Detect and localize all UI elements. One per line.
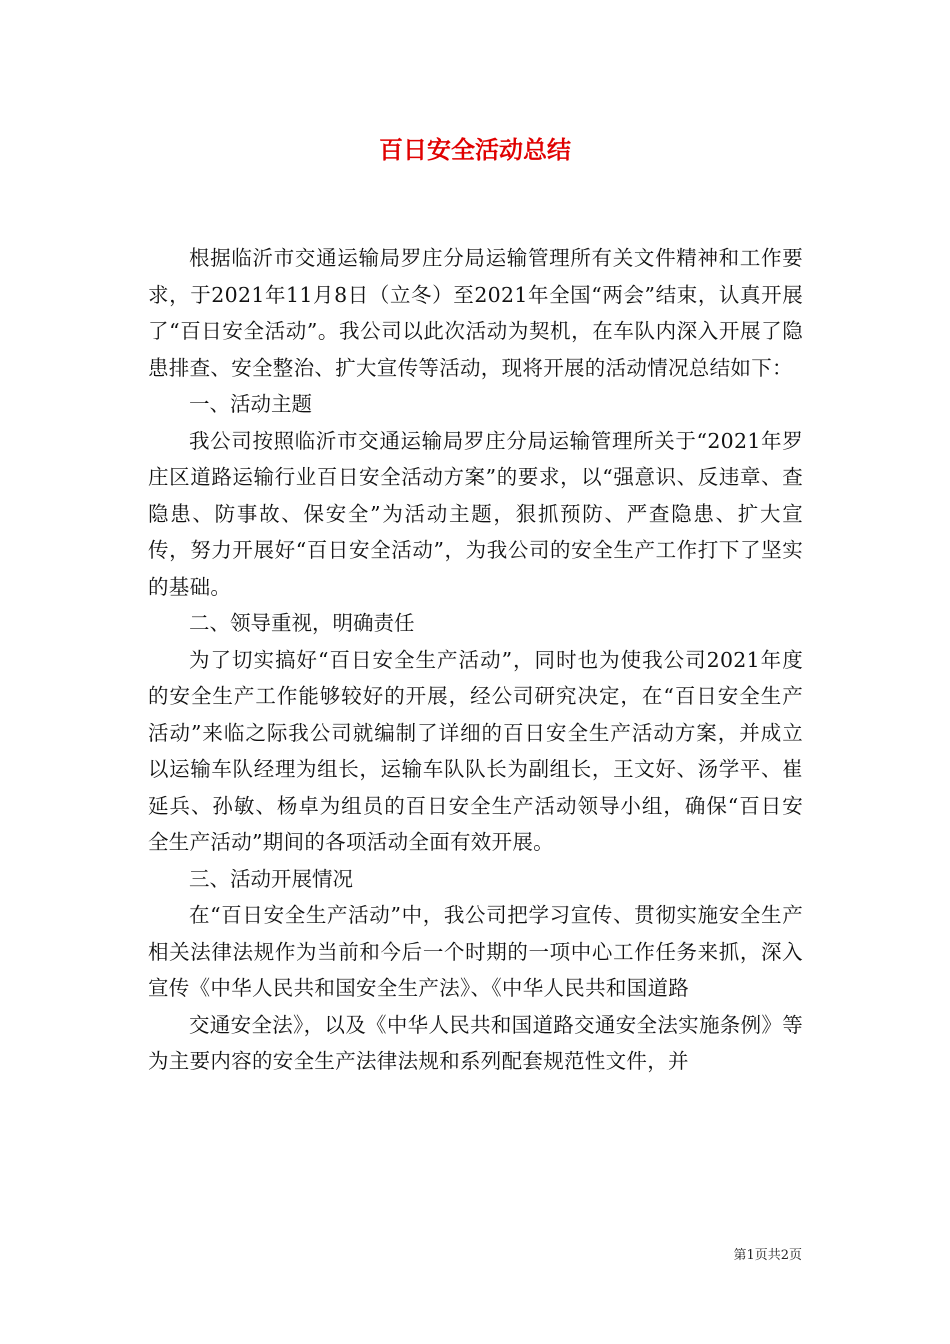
intro-paragraph: 根据临沂市交通运输局罗庄分局运输管理所有关文件精神和工作要求，于2021年11月8日（立冬）至2021年全国“两会”结束，认真开展了“百日安全活动”。我公司以此次活动为契机，在车队内深入开展了隐患排查、安全整治、扩大宣传等活动，现将开展的活动情况总结如下： <box>148 246 803 380</box>
document-title: 百日安全活动总结 <box>379 136 571 164</box>
section-paragraph-2: 为了切实搞好“百日安全生产活动”，同时也为使我公司2021年度的安全生产工作能够较好的开展，经公司研究决定，在“百日安全生产活动”来临之际我公司就编制了详细的百日安全生产活动方案，并成立以运输车队经理为组长，运输车队队长为副组长，王文好、汤学平、崔延兵、孙敏、杨卓为组员的百日安全生产活动领导小组，确保“百日安全生产活动”期间的各项活动全面有效开展。 <box>148 647 803 854</box>
section-heading-1: 一、活动主题 <box>189 392 312 416</box>
page-number-footer: 第1页共2页 <box>733 1248 802 1263</box>
section-paragraph-3: 在“百日安全生产活动”中，我公司把学习宣传、贯彻实施安全生产相关法律法规作为当前和今后一个时期的一项中心工作任务来抓，深入宣传《中华人民共和国安全生产法》、《中华人民共和国道路 <box>148 903 803 1000</box>
section-heading-2: 二、领导重视，明确责任 <box>189 611 415 635</box>
section-heading-3: 三、活动开展情况 <box>189 866 353 891</box>
section-paragraph-1: 我公司按照临沂市交通运输局罗庄分局运输管理所关于“2021年罗庄区道路运输行业百日安全活动方案”的要求，以“强意识、反违章、查隐患、防事故、保安全”为活动主题，狠抓预防、严查隐患、扩大宣传，努力开展好“百日安全活动”，为我公司的安全生产工作打下了坚实的基础。 <box>148 428 803 599</box>
section-paragraph-3-continued: 交通安全法》，以及《中华人民共和国道路交通安全法实施条例》等为主要内容的安全生产法律法规和系列配套规范性文件，并 <box>148 1012 803 1073</box>
document-body <box>148 240 803 1080</box>
